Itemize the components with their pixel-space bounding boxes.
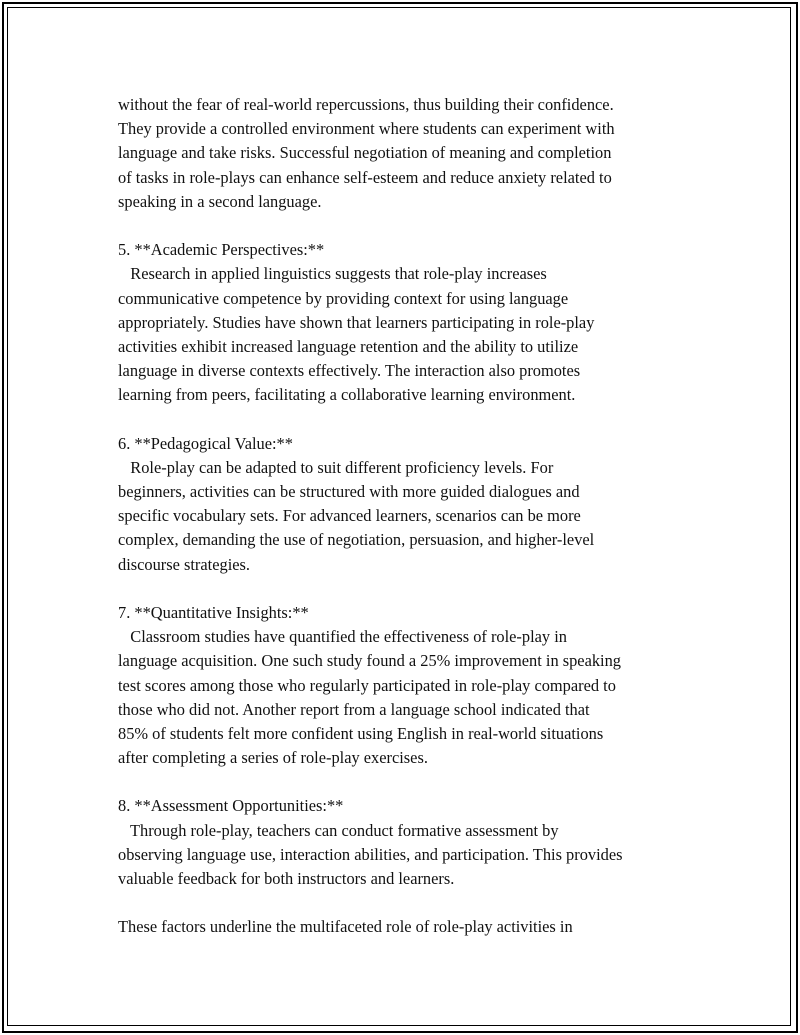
text-line: discourse strategies. [118,554,250,574]
text-line: 85% of students felt more confident using English in real-world situations [118,723,604,743]
text-line: Role-play can be adapted to suit different proficiency levels. For [118,457,554,477]
paragraph-spacer [118,214,698,238]
text-line: Through role-play, teachers can conduct formative assessment by [118,820,559,840]
text-line: speaking in a second language. [118,191,322,211]
text-line: appropriately. Studies have shown that learners participating in role-play [118,312,595,332]
text-line: without the fear of real-world repercussions, thus building their confidence. [118,95,614,114]
text-line: beginners, activities can be structured with more guided dialogues and [118,482,580,501]
section-heading: 6. **Pedagogical Value:** [118,433,293,453]
section-assessment-opportunities [118,794,698,891]
section-academic-perspectives [118,238,698,407]
text-line: language acquisition. One such study found a 25% improvement in speaking [118,651,621,671]
paragraph-spacer [118,770,698,794]
text-line: These factors underline the multifaceted role of role-play activities in [118,917,573,937]
text-line: test scores among those who regularly participated in role-play compared to [118,675,616,695]
section-quantitative-insights [118,601,698,770]
text-line: observing language use, interaction abilities, and participation. This provides [118,844,623,864]
paragraph-spacer [118,891,698,915]
text-line: after completing a series of role-play exercises. [118,748,428,768]
intro-paragraph [118,93,698,214]
paragraph-spacer [118,577,698,601]
section-pedagogical-value [118,432,698,577]
document-body [118,93,698,940]
section-heading: 7. **Quantitative Insights:** [118,602,309,622]
section-heading: 8. **Assessment Opportunities:** [118,796,344,816]
text-line: language in diverse contexts effectively. The interaction also promotes [118,361,581,381]
text-line: Classroom studies have quantified the effectiveness of role-play in [118,627,567,647]
text-line: communicative competence by providing context for using language [118,288,569,308]
text-line: activities exhibit increased language retention and the ability to utilize [118,336,579,356]
text-line: valuable feedback for both instructors and learners. [118,869,455,888]
text-line: of tasks in role-plays can enhance self-esteem and reduce anxiety related to [118,167,612,187]
text-line: Research in applied linguistics suggests that role-play increases [118,264,547,284]
text-line: language and take risks. Successful negotiation of meaning and completion [118,143,612,163]
text-line: complex, demanding the use of negotiation, persuasion, and higher-level [118,530,595,550]
text-line: specific vocabulary sets. For advanced learners, scenarios can be more [118,506,581,526]
paragraph-spacer [118,407,698,431]
text-line: learning from peers, facilitating a collaborative learning environment. [118,385,576,405]
text-line: those who did not. Another report from a language school indicated that [118,699,590,719]
closing-paragraph [118,915,698,939]
section-heading: 5. **Academic Perspectives:** [118,240,325,260]
text-line: They provide a controlled environment where students can experiment with [118,119,615,139]
